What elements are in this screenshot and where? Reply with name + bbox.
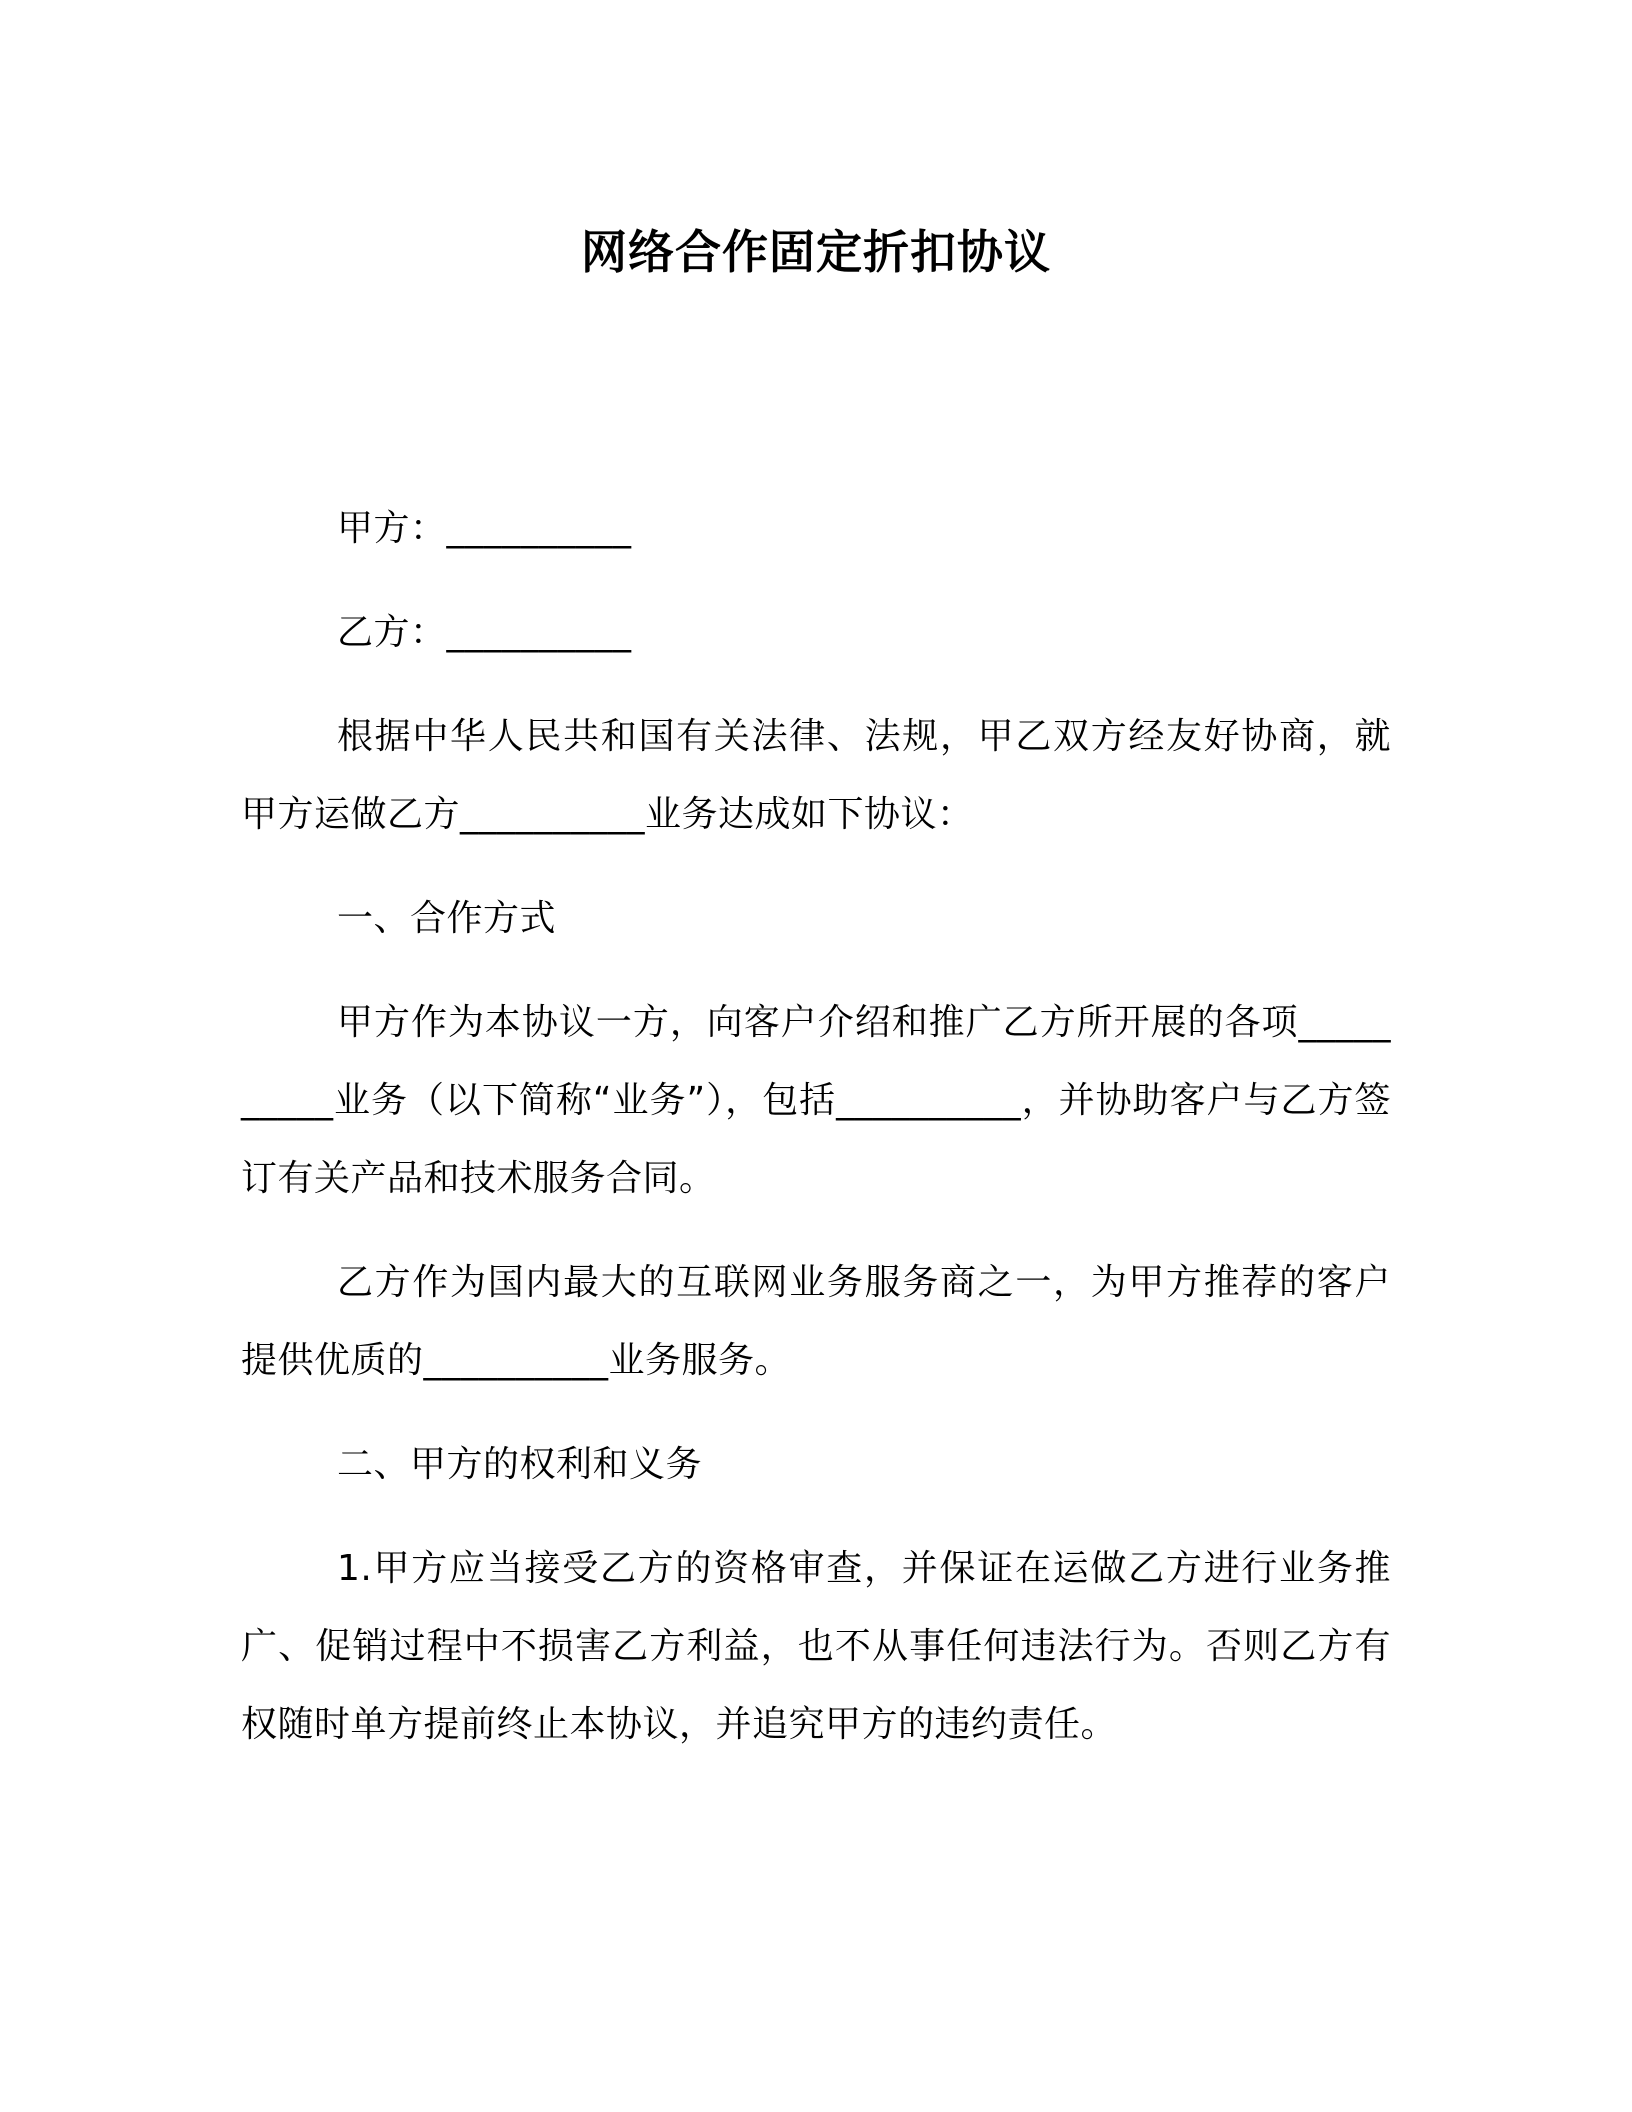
- party-b-line: 乙方：__________: [337, 612, 632, 653]
- document-body: [241, 490, 1391, 1790]
- party-a-line: 甲方：__________: [337, 508, 632, 549]
- section-heading-party-a-rights: 二、甲方的权利和义务: [337, 1444, 703, 1485]
- cooperation-paragraph-1: 甲方作为本协议一方，向客户介绍和推广乙方所开展的各项__________业务（以下简称“业务”），包括__________，并协助客户与乙方签订有关产品和技术服务合同。: [241, 1002, 1391, 1199]
- document-title: 网络合作固定折扣协议: [581, 225, 1051, 279]
- section-heading-cooperation: 一、合作方式: [337, 898, 557, 939]
- cooperation-paragraph-2: 乙方作为国内最大的互联网业务服务商之一，为甲方推荐的客户提供优质的__________业务服务。: [241, 1262, 1391, 1381]
- party-a-rights-clause-1: 1.甲方应当接受乙方的资格审查，并保证在运做乙方进行业务推广、促销过程中不损害乙方利益，也不从事任何违法行为。否则乙方有权随时单方提前终止本协议，并追究甲方的违约责任。: [241, 1548, 1391, 1745]
- preamble-paragraph: 根据中华人民共和国有关法律、法规，甲乙双方经友好协商，就甲方运做乙方__________业务达成如下协议：: [241, 716, 1391, 835]
